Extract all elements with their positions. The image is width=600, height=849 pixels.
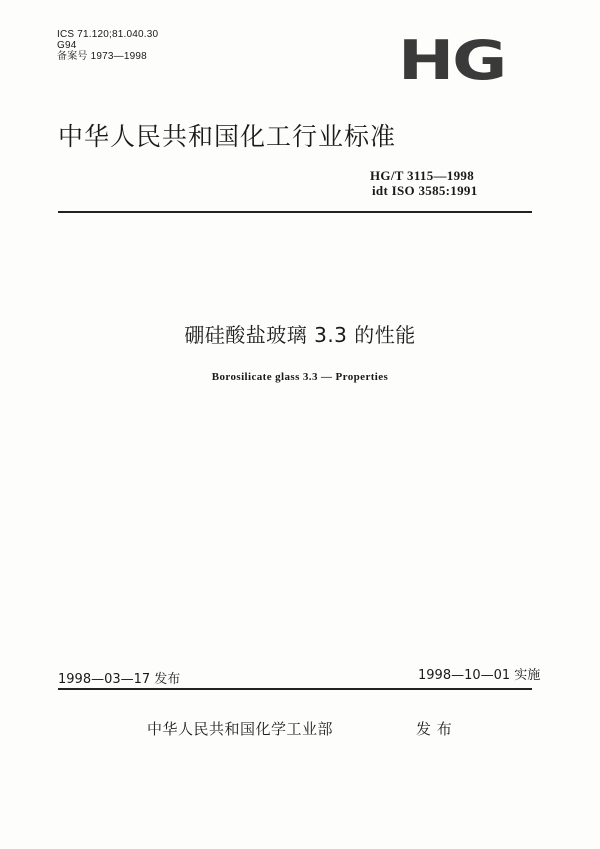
ics-code: ICS 71.120;81.040.30 bbox=[57, 29, 159, 40]
page-title: 中华人民共和国化工行业标准 bbox=[58, 122, 397, 151]
issue-date: 1998—03—17 发布 bbox=[58, 672, 181, 687]
standard-idt: idt ISO 3585:1991 bbox=[372, 183, 478, 198]
publisher-name: 中华人民共和国化学工业部 bbox=[147, 720, 334, 738]
footer-divider bbox=[58, 688, 532, 690]
document-subtitle: Borosilicate glass 3.3 — Properties bbox=[211, 371, 389, 383]
header-divider bbox=[58, 211, 532, 213]
classification-code: G94 bbox=[57, 40, 77, 51]
record-number: 备案号 1973—1998 bbox=[57, 51, 147, 62]
publisher-action: 发 布 bbox=[416, 720, 453, 738]
standard-code: HG/T 3115—1998 bbox=[370, 168, 475, 183]
document-title: 硼硅酸盐玻璃 3.3 的性能 bbox=[184, 323, 416, 347]
hg-logo: HG bbox=[398, 29, 506, 93]
effective-date: 1998—10—01 实施 bbox=[418, 668, 541, 683]
